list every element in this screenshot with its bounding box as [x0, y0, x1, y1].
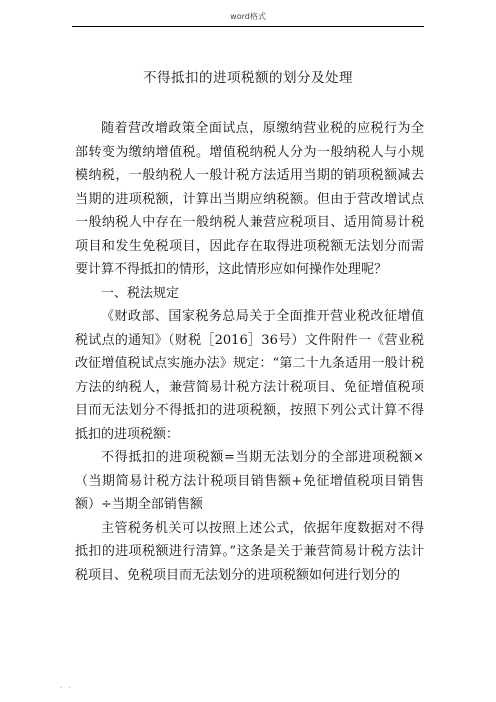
section-heading: 一、税法规定 — [101, 285, 180, 301]
document-body — [75, 117, 424, 587]
footer-mark: . . — [60, 682, 73, 690]
header-divider — [72, 26, 424, 27]
paragraph-regulation: 《财政部、国家税务总局关于全面推开营业税改征增值税试点的通知》（财税［2016］36号）文件附件一《营业税改征增值税试点实施办法》规定：“第二十九条适用一般计税方法的纳税人，兼营简易计税方法计税项目、免征增值税项目而无法划分不得抵扣的进项税额，按照下列公式计算不得抵扣的进项税额： — [75, 309, 424, 442]
paragraph-intro: 随着营改增政策全面试点，原缴纳营业税的应税行为全部转变为缴纳增值税。增值税纳税人分为一般纳税人与小规模纳税，一般纳税人一般计税方法适用当期的销项税额减去当期的进项税额，计算出当期应纳税额。但由于营改增试点一般纳税人中存在一般纳税人兼营应税项目、适用简易计税项目和发生免税项目，因此存在取得进项税额无法划分而需要计算不得抵扣的情形，这此情形应如何操作处理呢？ — [75, 121, 424, 277]
header-label: word格式 — [230, 12, 266, 21]
paragraph-formula: 不得抵扣的进项税额=当期无法划分的全部进项税额×（当期简易计税方法计税项目销售额+免征增值税项目销售额）÷当期全部销售额 — [75, 450, 424, 512]
paragraph-clearing: 主管税务机关可以按照上述公式，依据年度数据对不得抵扣的进项税额进行清算。”这条是关于兼营简易计税方法计税项目、免税项目而无法划分的进项税额如何进行划分的 — [75, 520, 424, 583]
document-title: 不得抵扣的进项税额的划分及处理 — [143, 70, 353, 86]
